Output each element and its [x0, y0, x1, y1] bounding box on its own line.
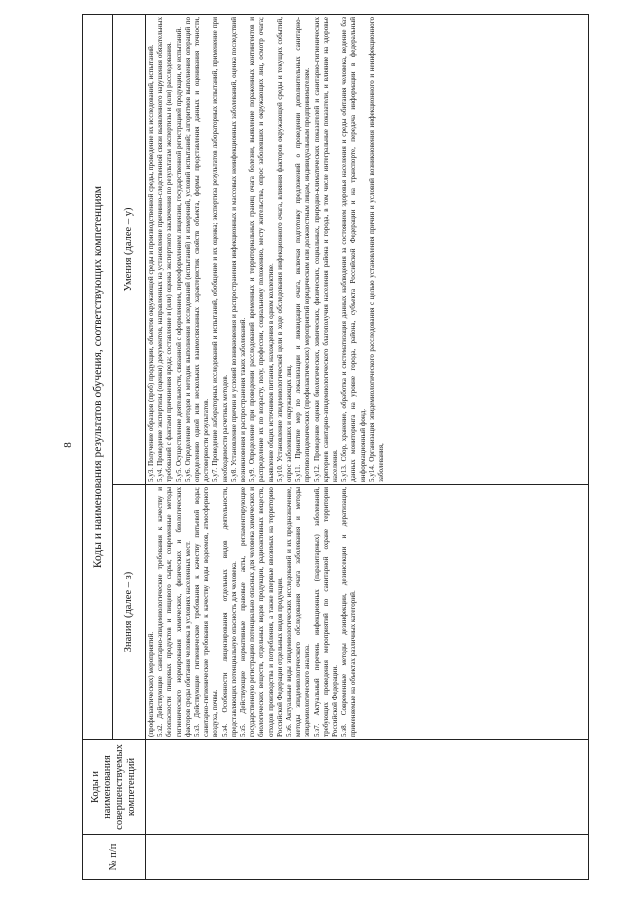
- knowledge-item: 5.з5. Действующие нормативные правовые акты, регламентирующие государственную регистрацию потенциально опасных для человека химических и биологических веществ, отдельных видов продукции, радиоактивных веществ, отходов производства и потребления, а также впервые ввозимых на территорию Российской Федерации отдельных видов продукции.: [239, 487, 284, 737]
- rotated-landscape-content: [62, 15, 590, 880]
- knowledge-item: (профилактических) мероприятий.: [147, 631, 155, 737]
- knowledge-cell: [146, 485, 589, 740]
- knowledge-item: 5.з4. Особенности лицензирования отдельных видов деятельности, представляющих потенциальную опасность для человека.: [220, 487, 238, 737]
- header-codes: Коды и наименования совершенствуемых компетенций: [83, 740, 146, 835]
- knowledge-item: 5.з7. Актуальный перечень инфекционных (паразитарных) заболеваний, требующих проведения мероприятий по санитарной охране территории Российской Федерации.: [312, 487, 340, 737]
- knowledge-item: 5.з2. Действующие санитарно-эпидемиологические требования к качеству и безопасности пищевых продуктов и пищевого сырья; современные методы гигиенического нормирования химических, физических и биологических факторов среды обитания человека в условиях населенных мест.: [156, 487, 192, 737]
- skill-item: 5.у5. Осуществление деятельности, связанной с оформлением, переоформлением лицензии, государственной регистрацией продукции, ее испытаний.: [174, 26, 183, 482]
- skill-item: 5.у12. Проведение оценки биологических, химических, физических, социальных, природно-климатических показателей и санитарно-гигиенических критериев санитарно-эпидемиологического благополучия населения района и города, в том числе интегральные показатели, и влияние на здоровье населения.: [312, 17, 340, 482]
- skill-item: 5.у14. Организация эпидемиологического расследования с целью установления причин и условий возникновения инфекционного и неинфекционного заболевания,: [367, 17, 386, 482]
- skill-item: 5.у9. Определение при проведении расследований временных и территориальных границ очага болезни, выявление пораженных контингентов и распределение их по возрасту, полу, профессии, социальному положению, месту жительства, опрос заболевших и окружающих лиц, осмотр очага; выявление общих источников питания, нахождения в одном коллективе.: [248, 17, 275, 482]
- header-results: Коды и наименования результатов обучения, соответствующих компетенциям: [83, 15, 113, 740]
- codes-cell: [146, 740, 589, 835]
- skill-item: 5.у7. Проведение лабораторных исследований и испытаний, обобщение и их оценка; экспертиза результатов лабораторных испытаний, применение при необходимости расчетных методов.: [211, 17, 229, 482]
- skill-item: 5.у11. Принятие мер по локализации и ликвидации очага, включая подготовку предложений о проведении дополнительных санитарно-противоэпидемических (профилактических) мероприятий юридическим или должностным лицам, индивидуальным предпринимателям.: [294, 17, 312, 482]
- skill-item: 5.у13. Сбор, хранение, обработка и систематизация данных наблюдения за состоянием здоровья населения и среды обитания человека, ведение баз данных мониторинга на уровне города, района, субъекта Российской Федерации и на транспорте, передача информации в федеральный информационный фонд.: [340, 17, 367, 482]
- knowledge-item: 5.з3. Действующие гигиенические требования к качеству питьевой воды; санитарно-гигиенические требования к качеству воды водоемов, атмосферного воздуха, почвы.: [193, 487, 220, 737]
- header-num: № п/п: [83, 835, 146, 880]
- header-skills: Умения (далее – у): [113, 15, 146, 485]
- skill-item: 5.у6. Определение методов и методик выполнения исследований (испытаний) и измерений, условий испытаний; алгоритмов выполнения операций по определению одной или нескольких взаимосвязанных характеристик свойств объекта, формы представления данных и оценивания точности, достоверности результатов.: [183, 17, 211, 482]
- skill-item: 5.у10. Установление эпидемиологической цели в ходе обследования инфекционного очага, влияния факторов окружающей среды и текущих событий, опрос заболевших и окружающих лиц.: [275, 17, 294, 482]
- skill-item: 5.у3. Получение образцов (проб) продукции, объектов окружающей среды и производственной среды, проведение их исследований, испытаний.: [147, 44, 155, 482]
- skill-item: 5.у8. Установление причин и условий возникновения и распространения инфекционных и массовых неинфекционных заболеваний, оценка последствий возникновения и распространения таких заболеваний.: [229, 17, 248, 482]
- knowledge-item: 5.з8. Современные методы дезинфекции, дезинсекции и дератизации, применяемые на объектах различных категорий.: [340, 487, 358, 737]
- table-row: [146, 15, 589, 880]
- knowledge-item: 5.з6. Актуальные виды эпидемиологических исследований и их предназначение, методы эпидемиологического обследования очага заболевания и методы эпидемиологического анализа.: [285, 487, 312, 737]
- competency-table: [82, 14, 589, 880]
- table-header-row-1: [83, 15, 113, 880]
- header-knowledge: Знания (далее – з): [113, 485, 146, 740]
- skills-cell: [146, 15, 589, 485]
- num-cell: [146, 835, 589, 880]
- skill-item: 5.у4. Проведение экспертизы (оценки) документов, направленных на установление причинно-следственной связи выявленного нарушения обязательных требований с фактами причинения вреда; составление и (или) оценка экспертного заключения по результатам экспертизы и (или) расследования.: [156, 17, 174, 482]
- page-number: 8: [62, 442, 74, 448]
